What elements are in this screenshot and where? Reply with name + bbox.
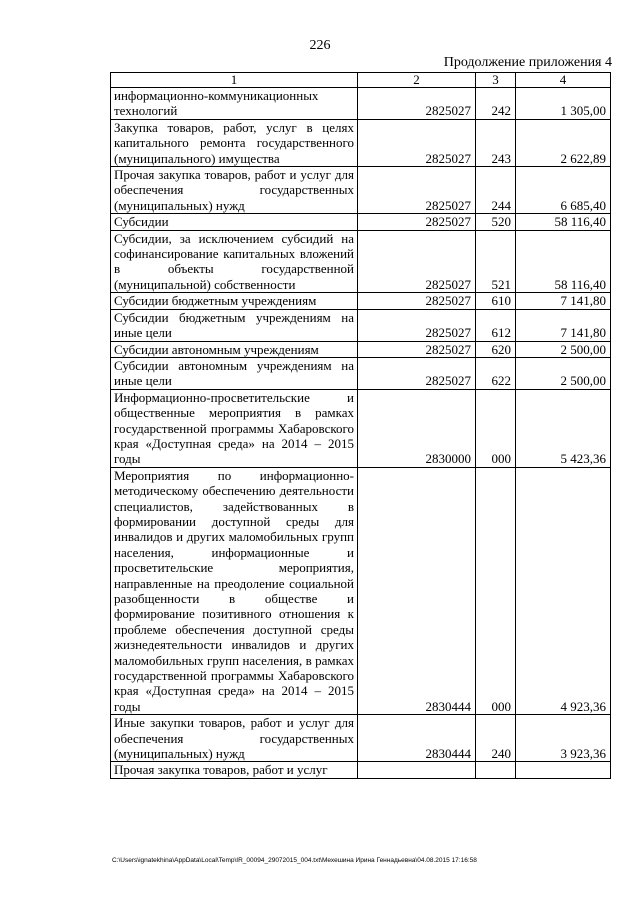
- row-expense-type: 244: [476, 167, 516, 214]
- row-amount: [516, 762, 611, 778]
- page-number: 226: [309, 38, 331, 53]
- file-path-footer: C:\Users\ignatekhina\AppData\Local\Temp\IR_00094_29072015_004.txt\Мехешина Ирина Геннадьевна\04.08.2015 17:16:58: [112, 857, 477, 864]
- row-description: Прочая закупка товаров, работ и услуг для обеспечения государственных (муниципальных) нужд: [111, 167, 358, 214]
- row-amount: 2 622,89: [516, 119, 611, 166]
- row-expense-type: 620: [476, 341, 516, 357]
- row-target-code: 2825027: [358, 309, 476, 341]
- row-amount: 58 116,40: [516, 214, 611, 230]
- row-description: Информационно-просветительские и общественные мероприятия в рамках государственной программы Хабаровского края «Доступная среда» на 2014 – 2015 годы: [111, 389, 358, 467]
- row-amount: 6 685,40: [516, 167, 611, 214]
- row-target-code: 2825027: [358, 88, 476, 120]
- row-target-code: 2825027: [358, 357, 476, 389]
- row-description: Субсидии автономным учреждениям: [111, 341, 358, 357]
- header-col-4: 4: [516, 73, 611, 88]
- table-row: [111, 762, 611, 778]
- row-expense-type: 520: [476, 214, 516, 230]
- header-col-3: 3: [476, 73, 516, 88]
- row-target-code: 2830000: [358, 389, 476, 467]
- row-expense-type: 242: [476, 88, 516, 120]
- row-amount: 5 423,36: [516, 389, 611, 467]
- row-target-code: 2825027: [358, 341, 476, 357]
- row-expense-type: 622: [476, 357, 516, 389]
- row-expense-type: 000: [476, 467, 516, 715]
- table-row: [111, 389, 611, 467]
- table-row: [111, 309, 611, 341]
- row-target-code: 2825027: [358, 230, 476, 293]
- table-row: [111, 467, 611, 715]
- row-description: Субсидии автономным учреждениям на иные цели: [111, 357, 358, 389]
- row-description: Субсидии, за исключением субсидий на софинансирование капитальных вложений в объекты государственной (муниципальной) собственности: [111, 230, 358, 293]
- row-description: Закупка товаров, работ, услуг в целях капитального ремонта государственного (муниципального) имущества: [111, 119, 358, 166]
- row-amount: 58 116,40: [516, 230, 611, 293]
- row-amount: 2 500,00: [516, 341, 611, 357]
- table-row: [111, 293, 611, 309]
- table-row: [111, 357, 611, 389]
- row-expense-type: 612: [476, 309, 516, 341]
- row-expense-type: 243: [476, 119, 516, 166]
- header-col-1: 1: [111, 73, 358, 88]
- row-expense-type: [476, 762, 516, 778]
- table-row: [111, 341, 611, 357]
- row-target-code: 2825027: [358, 214, 476, 230]
- row-amount: 4 923,36: [516, 467, 611, 715]
- row-description: информационно-коммуникационных технологий: [111, 88, 358, 120]
- row-description: Иные закупки товаров, работ и услуг для обеспечения государственных (муниципальных) нужд: [111, 715, 358, 762]
- row-target-code: 2830444: [358, 467, 476, 715]
- table-row: [111, 88, 611, 120]
- row-description: Субсидии: [111, 214, 358, 230]
- budget-table: [110, 72, 611, 779]
- table-row: [111, 715, 611, 762]
- row-description: Субсидии бюджетным учреждениям: [111, 293, 358, 309]
- row-expense-type: 610: [476, 293, 516, 309]
- header-col-2: 2: [358, 73, 476, 88]
- row-target-code: 2825027: [358, 119, 476, 166]
- row-expense-type: 000: [476, 389, 516, 467]
- table-row: [111, 214, 611, 230]
- row-expense-type: 521: [476, 230, 516, 293]
- table-row: [111, 167, 611, 214]
- row-target-code: 2825027: [358, 293, 476, 309]
- header-row: [111, 73, 611, 88]
- table-row: [111, 230, 611, 293]
- row-target-code: 2825027: [358, 167, 476, 214]
- table-body: [111, 88, 611, 779]
- row-description: Прочая закупка товаров, работ и услуг: [111, 762, 358, 778]
- continuation-label: Продолжение приложения 4: [443, 55, 612, 70]
- row-amount: 3 923,36: [516, 715, 611, 762]
- row-amount: 1 305,00: [516, 88, 611, 120]
- row-amount: 2 500,00: [516, 357, 611, 389]
- row-amount: 7 141,80: [516, 309, 611, 341]
- row-target-code: 2830444: [358, 715, 476, 762]
- row-expense-type: 240: [476, 715, 516, 762]
- row-amount: 7 141,80: [516, 293, 611, 309]
- row-description: Субсидии бюджетным учреждениям на иные цели: [111, 309, 358, 341]
- row-target-code: [358, 762, 476, 778]
- table-row: [111, 119, 611, 166]
- row-description: Мероприятия по информационно-методическому обеспечению деятельности специалистов, задействованных в формировании доступной среды для инвалидов и других маломобильных групп населения, информационные и просветительские мероприятия, направленные на преодоление социальной разобщенности в обществе и формирование позитивного отношения к проблеме обеспечения доступной среды жизнедеятельности инвалидов и других маломобильных групп населения, в рамках государственной программы Хабаровского края «Доступная среда» на 2014 – 2015 годы: [111, 467, 358, 715]
